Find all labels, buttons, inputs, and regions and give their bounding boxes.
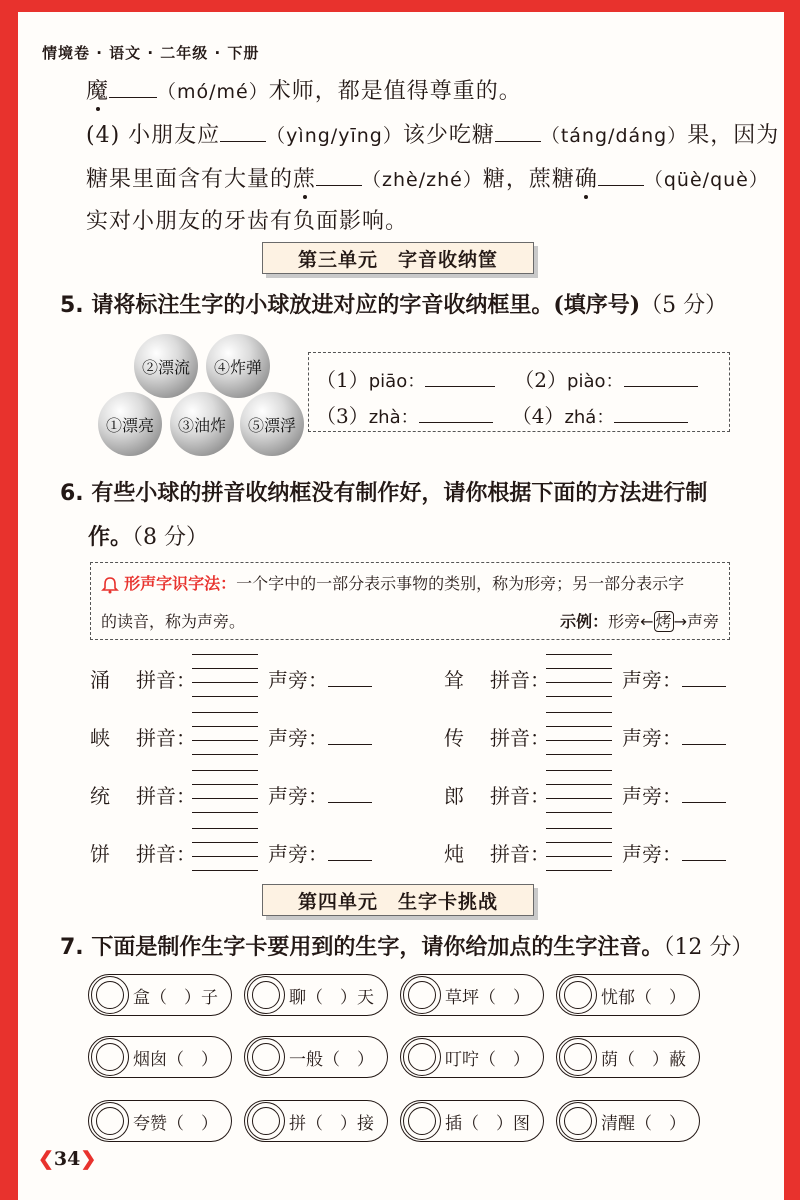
ball-label: ⑤漂浮	[247, 415, 296, 435]
box-pinyin: zhá：	[564, 407, 615, 428]
shengpang-label: 声旁：	[268, 726, 328, 750]
answer-blank[interactable]	[419, 401, 493, 423]
char-row-xia	[90, 722, 110, 751]
card-chatu[interactable]	[400, 1100, 544, 1142]
pinyin-choice: （yìng/yīng）	[266, 125, 403, 147]
card-hole-icon	[91, 1102, 129, 1140]
sentence-text: (4) 小朋友应	[86, 123, 221, 148]
box-pinyin: piāo：	[368, 371, 426, 392]
ball-label: ④炸弹	[213, 357, 262, 377]
box-number: （4）	[511, 404, 565, 428]
card-yancong[interactable]	[88, 1036, 232, 1078]
shengpang-row	[268, 780, 372, 809]
answer-blank[interactable]	[328, 839, 372, 861]
char-row-bing	[90, 838, 110, 867]
pinyin-label: 拼音：	[136, 842, 196, 866]
card-hole-icon	[559, 1038, 597, 1076]
box-pinyin: piào：	[567, 371, 624, 392]
box-number: （2）	[514, 368, 568, 392]
char-row-lang	[444, 780, 464, 809]
dotted-char: 蔗	[293, 162, 316, 193]
card-hole-icon	[247, 1102, 285, 1140]
card-youyu[interactable]	[556, 974, 700, 1016]
page-number	[38, 1148, 96, 1170]
card-hezi[interactable]	[88, 974, 232, 1016]
box-number: （3）	[316, 404, 369, 428]
q6-title-line2	[88, 520, 208, 551]
card-hole-icon	[559, 976, 597, 1014]
pinyin-choice: （mó/mé）	[157, 81, 269, 103]
box-pinyin: zhà：	[368, 407, 419, 428]
unit3-title: 字音收纳筐	[398, 248, 499, 271]
card-hole-icon	[91, 976, 129, 1014]
page-number-text: 34	[53, 1148, 81, 1170]
q4-line2	[86, 118, 779, 149]
answer-blank[interactable]	[220, 120, 266, 142]
card-yinbi[interactable]	[556, 1036, 700, 1078]
question-text: 请将标注生字的小球放进对应的字音收纳框里。(填序号)	[91, 292, 641, 318]
sentence-text: 糖果里面含有大量的	[86, 167, 294, 192]
box-number: （1）	[316, 368, 369, 392]
q4-line1	[86, 74, 522, 105]
answer-blank[interactable]	[495, 120, 541, 142]
method-text: 一个字中的一部分表示事物的类别，称为形旁；另一部分表示字	[236, 574, 685, 593]
example-xingpang: 形旁	[608, 612, 641, 631]
char-row-yong	[90, 664, 110, 693]
leaf-right-icon: ❯	[80, 1148, 97, 1170]
card-text: 一般（ ）	[289, 1049, 374, 1070]
card-text: 拼（ ）接	[289, 1113, 374, 1134]
pinyin-label: 拼音：	[490, 726, 550, 750]
ball-zhadan[interactable]	[206, 334, 270, 398]
method-line2: 的读音，称为声旁。	[101, 612, 246, 631]
answer-blank[interactable]	[624, 365, 698, 387]
card-text: 盒（ ）子	[133, 987, 218, 1008]
answer-blank[interactable]	[682, 781, 726, 803]
card-qingxing[interactable]	[556, 1100, 700, 1142]
shengpang-label: 声旁：	[622, 726, 682, 750]
page-header: 情境卷 · 语文 · 二年级 · 下册	[42, 44, 260, 62]
card-text: 草坪（ ）	[445, 987, 530, 1008]
pinyin-choice: （zhè/zhé）	[362, 169, 483, 191]
shengpang-row	[268, 838, 372, 867]
question-score: （5 分）	[640, 293, 728, 318]
question-number: 5.	[60, 293, 84, 318]
shengpang-row	[622, 838, 726, 867]
card-pinjie[interactable]	[244, 1100, 388, 1142]
char-row-chuan	[444, 722, 464, 751]
q5-title	[60, 288, 727, 319]
unit4-number: 第四单元	[297, 890, 378, 913]
question-number: 7.	[60, 935, 84, 960]
target-char: 炖	[444, 842, 464, 866]
method-line1	[101, 571, 684, 594]
example-shengpang: 声旁	[686, 612, 719, 631]
q4-line4: 实对小朋友的牙齿有负面影响。	[86, 209, 409, 234]
char-row-dun	[444, 838, 464, 867]
ball-label: ③油炸	[177, 415, 226, 435]
answer-blank[interactable]	[328, 723, 372, 745]
pinyin-choice: （qüè/què）	[643, 169, 769, 191]
sentence-text: 糖，蔗糖	[482, 167, 575, 192]
sentence-text: 术师，都是值得尊重的。	[268, 79, 522, 104]
method-title: 形声字识字法：	[124, 574, 237, 593]
question-text: 有些小球的拼音收纳框没有制作好，请你根据下面的方法进行制	[91, 480, 708, 506]
shengpang-row	[622, 780, 726, 809]
card-text: 烟囱（ ）	[133, 1049, 218, 1070]
target-char: 统	[90, 784, 110, 808]
bell-icon	[101, 576, 119, 594]
shengpang-label: 声旁：	[622, 668, 682, 692]
question-score: （8 分）	[132, 525, 209, 550]
pinyin-label: 拼音：	[136, 668, 196, 692]
shengpang-row	[268, 722, 372, 751]
pinyin-label: 拼音：	[490, 784, 550, 808]
method-example: 示例：形旁← 烤 →声旁	[560, 612, 719, 631]
card-hole-icon	[403, 1038, 441, 1076]
card-dingning[interactable]	[400, 1036, 544, 1078]
example-label: 示例：	[560, 612, 609, 631]
ball-label: ②漂流	[141, 357, 190, 377]
pinyin-label: 拼音：	[490, 668, 550, 692]
card-text: 忧郁（ ）	[601, 987, 686, 1008]
shengpang-label: 声旁：	[622, 842, 682, 866]
shengpang-label: 声旁：	[268, 784, 328, 808]
answer-blank[interactable]	[425, 365, 495, 387]
shengpang-label: 声旁：	[622, 784, 682, 808]
method-box	[90, 562, 730, 640]
answer-blank[interactable]	[316, 164, 362, 186]
ball-youzha[interactable]	[170, 392, 234, 456]
ball-piaoliu[interactable]	[134, 334, 198, 398]
char-row-tong	[90, 780, 110, 809]
card-kuazan[interactable]	[88, 1100, 232, 1142]
sentence-text: 该少吃糖	[402, 123, 495, 148]
question-score: （12 分）	[663, 935, 754, 960]
card-liaotian[interactable]	[244, 974, 388, 1016]
shengpang-row	[622, 722, 726, 751]
card-hole-icon	[247, 1038, 285, 1076]
question-text: 下面是制作生字卡要用到的生字，请你给加点的生字注音。	[91, 934, 664, 960]
q7-title	[60, 930, 753, 961]
answer-blank[interactable]	[682, 723, 726, 745]
unit3-banner	[262, 242, 534, 274]
card-hole-icon	[403, 976, 441, 1014]
target-char: 涌	[90, 668, 110, 692]
card-text: 荫（ ）蔽	[601, 1049, 686, 1070]
pinyin-label: 拼音：	[136, 726, 196, 750]
card-yiban[interactable]	[244, 1036, 388, 1078]
unit4-title: 生字卡挑战	[398, 890, 499, 913]
q6-title-line1	[60, 476, 707, 507]
card-hole-icon	[91, 1038, 129, 1076]
answer-blank[interactable]	[109, 76, 157, 98]
card-hole-icon	[559, 1102, 597, 1140]
shengpang-row	[622, 664, 726, 693]
dotted-char: 确	[575, 162, 598, 193]
ball-piaoliang[interactable]	[98, 392, 162, 456]
question-number: 6.	[60, 481, 84, 506]
pinyin-label: 拼音：	[136, 784, 196, 808]
leaf-left-icon: ❮	[38, 1148, 54, 1170]
unit4-banner	[262, 884, 534, 916]
dotted-char: 魔	[86, 74, 109, 105]
answer-blank[interactable]	[682, 839, 726, 861]
shengpang-label: 声旁：	[268, 842, 328, 866]
card-hole-icon	[247, 976, 285, 1014]
example-char: 烤	[655, 612, 672, 631]
card-text: 叮咛（ ）	[445, 1049, 530, 1070]
answer-blank[interactable]	[614, 401, 688, 423]
ball-label: ①漂亮	[105, 415, 154, 435]
shengpang-row	[268, 664, 372, 693]
target-char: 峡	[90, 726, 110, 750]
char-row-song	[444, 664, 464, 693]
answer-blank[interactable]	[328, 781, 372, 803]
answer-blank[interactable]	[328, 665, 372, 687]
sort-row-2	[316, 400, 688, 429]
sort-row-1	[316, 364, 698, 393]
q4-line3	[86, 162, 769, 193]
card-text: 插（ ）图	[445, 1113, 530, 1134]
card-hole-icon	[403, 1102, 441, 1140]
card-text: 夸赞（ ）	[133, 1113, 218, 1134]
ball-piaofu[interactable]	[240, 392, 304, 456]
answer-blank[interactable]	[682, 665, 726, 687]
card-text: 清醒（ ）	[601, 1113, 686, 1134]
target-char: 传	[444, 726, 464, 750]
card-caoping[interactable]	[400, 974, 544, 1016]
unit3-number: 第三单元	[297, 248, 378, 271]
target-char: 耸	[444, 668, 464, 692]
question-text: 作。	[88, 524, 133, 550]
pinyin-choice: （táng/dáng）	[540, 125, 688, 147]
pinyin-label: 拼音：	[490, 842, 550, 866]
card-text: 聊（ ）天	[289, 987, 374, 1008]
shengpang-label: 声旁：	[268, 668, 328, 692]
target-char: 饼	[90, 842, 110, 866]
answer-blank[interactable]	[598, 164, 644, 186]
sentence-text: 果，因为	[687, 123, 780, 148]
target-char: 郎	[444, 784, 464, 808]
